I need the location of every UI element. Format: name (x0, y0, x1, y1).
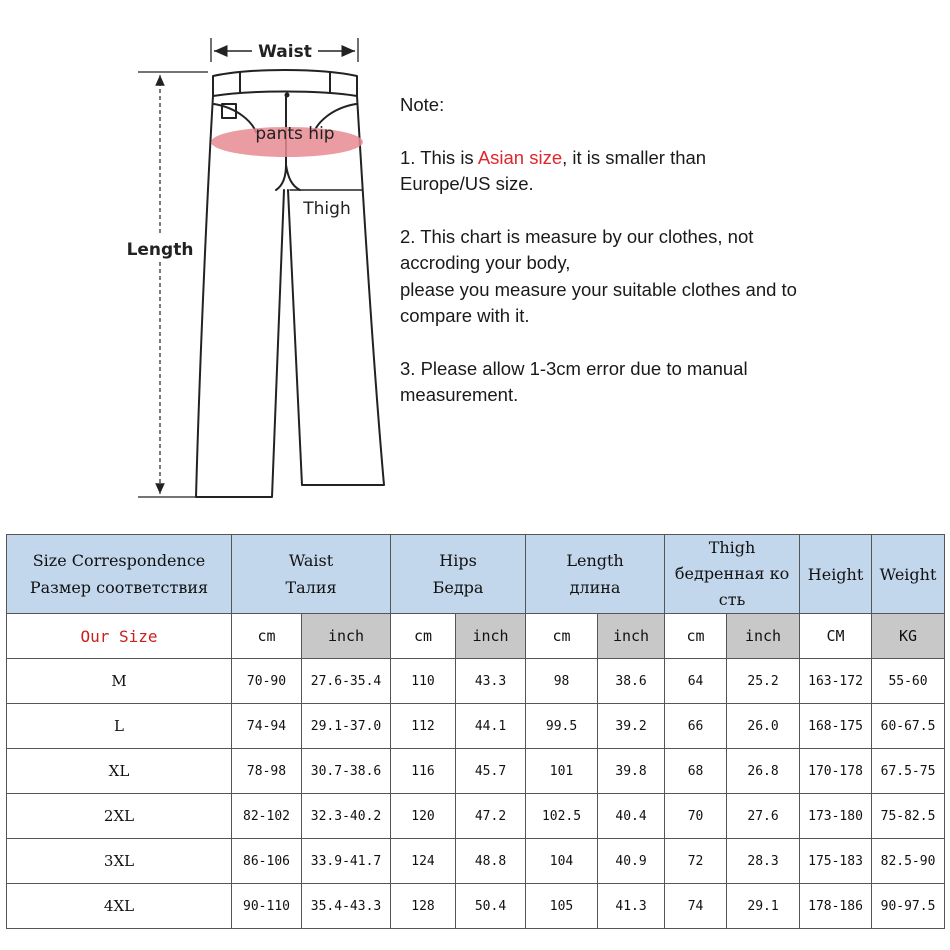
hips-inch-cell: 50.4 (456, 884, 526, 929)
header-waist: Waist Талия (232, 535, 391, 614)
waist-inch-cell: 29.1-37.0 (302, 704, 391, 749)
note-1 (400, 145, 940, 172)
header-hips: Hips Бедра (391, 535, 526, 614)
weight-cell: 67.5-75 (872, 749, 945, 794)
weight-cell: 90-97.5 (872, 884, 945, 929)
thigh-cm-cell: 64 (665, 659, 727, 704)
waist-inch-cell: 27.6-35.4 (302, 659, 391, 704)
thigh-inch-cell: 26.8 (727, 749, 800, 794)
hips-inch-cell: 47.2 (456, 794, 526, 839)
hips-inch-cell: 48.8 (456, 839, 526, 884)
waist-cm-cell: 74-94 (232, 704, 302, 749)
note-2-line2: accroding your body, (400, 252, 571, 273)
height-cell: 178-186 (800, 884, 872, 929)
unit-cm: cm (665, 614, 727, 659)
note-3-line1: 3. Please allow 1-3cm error due to manual (400, 357, 748, 379)
height-cell: 163-172 (800, 659, 872, 704)
thigh-cm-cell: 72 (665, 839, 727, 884)
length-inch-cell: 39.8 (598, 749, 665, 794)
length-cm-cell: 99.5 (526, 704, 598, 749)
waist-cm-cell: 70-90 (232, 659, 302, 704)
thigh-inch-cell: 26.0 (727, 704, 800, 749)
size-cell: XL (7, 749, 232, 794)
unit-row (7, 614, 945, 659)
size-cell: L (7, 704, 232, 749)
hip-label: pants hip (255, 124, 335, 144)
height-cell: 175-183 (800, 839, 872, 884)
hips-cm-cell: 124 (391, 839, 456, 884)
our-size-label: Our Size (7, 614, 232, 659)
notes-block (400, 92, 940, 409)
unit-inch: inch (727, 614, 800, 659)
length-cm-cell: 101 (526, 749, 598, 794)
unit-inch: inch (598, 614, 665, 659)
header-row (7, 535, 945, 614)
waist-cm-cell: 86-106 (232, 839, 302, 884)
hips-cm-cell: 120 (391, 794, 456, 839)
table-row (7, 749, 945, 794)
unit-cm: cm (232, 614, 302, 659)
hips-cm-cell: 116 (391, 749, 456, 794)
unit-cm: cm (526, 614, 598, 659)
header-height: Height (800, 535, 872, 614)
header-length: Length длина (526, 535, 665, 614)
length-inch-cell: 38.6 (598, 659, 665, 704)
unit-cm: cm (391, 614, 456, 659)
length-inch-cell: 40.4 (598, 794, 665, 839)
length-cm-cell: 102.5 (526, 794, 598, 839)
height-cell: 173-180 (800, 794, 872, 839)
weight-cell: 60-67.5 (872, 704, 945, 749)
table-row (7, 659, 945, 704)
hips-cm-cell: 112 (391, 704, 456, 749)
table-row (7, 884, 945, 929)
size-cell: 2XL (7, 794, 232, 839)
header-weight: Weight (872, 535, 945, 614)
waist-inch-cell: 30.7-38.6 (302, 749, 391, 794)
table-row (7, 794, 945, 839)
size-cell: M (7, 659, 232, 704)
note-2-line4: compare with it. (400, 305, 530, 326)
thigh-label: Thigh (303, 199, 351, 219)
hips-inch-cell: 44.1 (456, 704, 526, 749)
waist-cm-cell: 78-98 (232, 749, 302, 794)
weight-cell: 75-82.5 (872, 794, 945, 839)
thigh-inch-cell: 25.2 (727, 659, 800, 704)
table-row (7, 704, 945, 749)
size-chart-table (6, 534, 945, 929)
waist-inch-cell: 32.3-40.2 (302, 794, 391, 839)
hips-cm-cell: 110 (391, 659, 456, 704)
note-1-line2: Europe/US size. (400, 173, 534, 194)
length-inch-cell: 39.2 (598, 704, 665, 749)
asian-size-highlight: Asian size (477, 146, 563, 168)
size-cell: 4XL (7, 884, 232, 929)
hips-cm-cell: 128 (391, 884, 456, 929)
note-1-before: 1. This is (400, 146, 478, 168)
thigh-inch-cell: 29.1 (727, 884, 800, 929)
length-cm-cell: 105 (526, 884, 598, 929)
thigh-cm-cell: 74 (665, 884, 727, 929)
unit-height-cm: CM (800, 614, 872, 659)
height-cell: 170-178 (800, 749, 872, 794)
pants-diagram (0, 0, 400, 510)
weight-cell: 55-60 (872, 659, 945, 704)
note-1-after: , it is smaller than (562, 146, 707, 168)
length-inch-cell: 40.9 (598, 839, 665, 884)
note-3-line2: measurement. (400, 384, 519, 405)
unit-weight-kg: KG (872, 614, 945, 659)
length-label: Length (126, 240, 194, 260)
note-2-line3: please you measure your suitable clothes and to (400, 278, 797, 300)
size-cell: 3XL (7, 839, 232, 884)
length-cm-cell: 104 (526, 839, 598, 884)
waist-inch-cell: 35.4-43.3 (302, 884, 391, 929)
thigh-cm-cell: 68 (665, 749, 727, 794)
thigh-inch-cell: 27.6 (727, 794, 800, 839)
thigh-cm-cell: 66 (665, 704, 727, 749)
weight-cell: 82.5-90 (872, 839, 945, 884)
header-size: Size Correspondence Размер соответствия (7, 535, 232, 614)
note-2-line1: 2. This chart is measure by our clothes, not (400, 225, 754, 247)
unit-inch: inch (456, 614, 526, 659)
length-cm-cell: 98 (526, 659, 598, 704)
notes-title: Note: (400, 94, 445, 115)
length-inch-cell: 41.3 (598, 884, 665, 929)
table-row (7, 839, 945, 884)
hips-inch-cell: 45.7 (456, 749, 526, 794)
header-thigh: Thigh бедренная ко сть (665, 535, 800, 614)
height-cell: 168-175 (800, 704, 872, 749)
waist-cm-cell: 82-102 (232, 794, 302, 839)
thigh-inch-cell: 28.3 (727, 839, 800, 884)
waist-cm-cell: 90-110 (232, 884, 302, 929)
waist-label: Waist (258, 42, 312, 62)
button-icon (285, 93, 290, 98)
thigh-cm-cell: 70 (665, 794, 727, 839)
waist-inch-cell: 33.9-41.7 (302, 839, 391, 884)
unit-inch: inch (302, 614, 391, 659)
hips-inch-cell: 43.3 (456, 659, 526, 704)
